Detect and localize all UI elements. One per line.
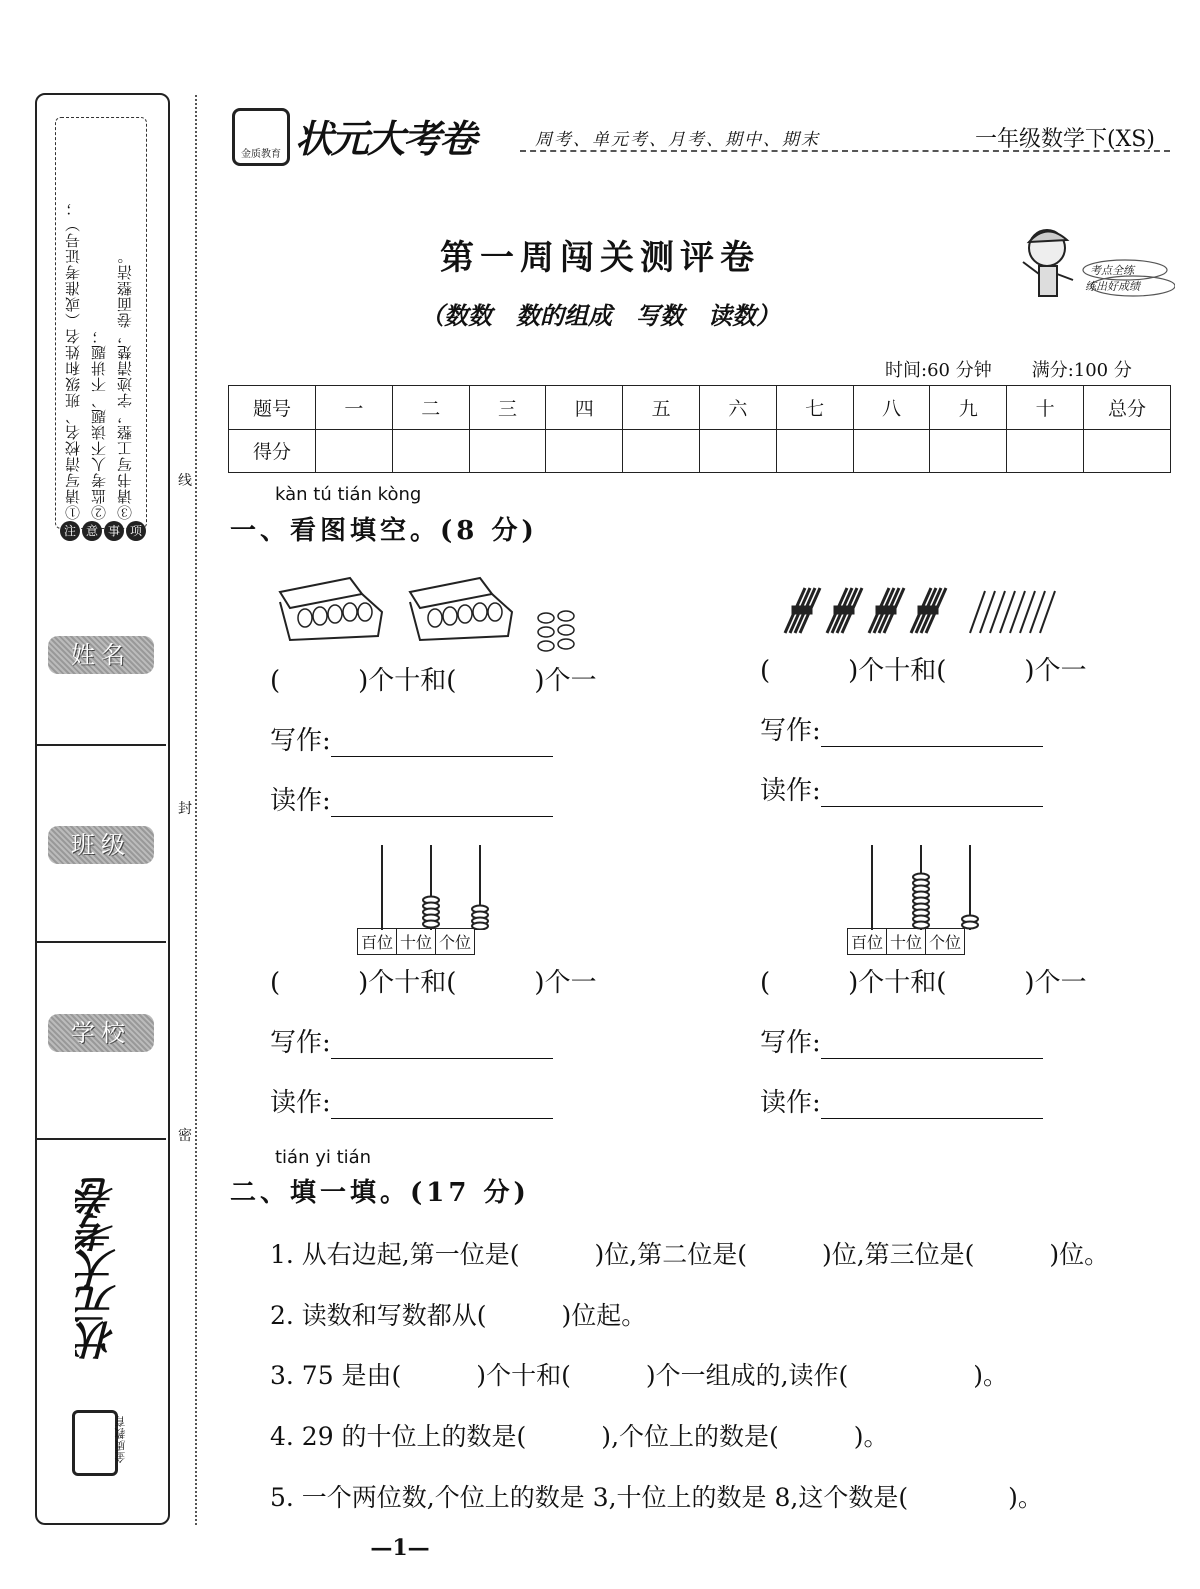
write-label: 写作: xyxy=(270,726,331,756)
write-answer-line[interactable] xyxy=(821,1032,1043,1059)
q1a-write xyxy=(270,720,553,757)
q2-item-1[interactable]: 1. 从右边起,第一位是( )位,第二位是( )位,第三位是( )位。 xyxy=(270,1240,1110,1269)
table-cell: 一 xyxy=(316,386,393,430)
tens-label: 十位 xyxy=(397,929,436,954)
q1c-blank[interactable]: ( )个十和( )个一 xyxy=(270,968,597,998)
read-label: 读作: xyxy=(760,776,821,806)
side-logo-small: 金质教育 xyxy=(114,1415,127,1463)
score-table xyxy=(228,385,1171,473)
table-cell: 总分 xyxy=(1084,386,1171,430)
score-input-cell[interactable] xyxy=(316,429,393,473)
score-input-cell[interactable] xyxy=(776,429,853,473)
ones-label: 个位 xyxy=(929,933,962,952)
notice-title-char: 意 xyxy=(82,521,102,541)
notice-1: ①请写清校名、班级和姓名（或准考证号）； xyxy=(64,200,82,520)
score-input-cell[interactable] xyxy=(930,429,1007,473)
score-input-cell[interactable] xyxy=(699,429,776,473)
side-divider xyxy=(35,744,166,746)
table-cell: 八 xyxy=(853,386,930,430)
q1b-blank[interactable]: ( )个十和( )个一 xyxy=(760,656,1087,686)
write-answer-line[interactable] xyxy=(331,730,553,757)
read-answer-line[interactable] xyxy=(331,790,553,817)
read-answer-line[interactable] xyxy=(821,1092,1043,1119)
mascot-text-1: 考点全练 xyxy=(1090,264,1134,277)
abacus-label-row xyxy=(847,928,965,955)
notice-title-char: 注 xyxy=(60,521,80,541)
score-input-cell[interactable] xyxy=(1007,429,1084,473)
score-input-cell[interactable] xyxy=(623,429,700,473)
section1-pinyin: kàn tú tián kòng xyxy=(275,484,422,505)
table-cell: 得分 xyxy=(229,429,316,473)
q1c-write xyxy=(270,1022,553,1059)
read-label: 读作: xyxy=(760,1088,821,1118)
write-label: 写作: xyxy=(760,1028,821,1058)
abacus-label-row xyxy=(357,928,475,955)
ones-label: 个位 xyxy=(439,933,472,952)
score-input-cell[interactable] xyxy=(1084,429,1171,473)
q1d-blank[interactable]: ( )个十和( )个一 xyxy=(760,968,1087,998)
table-row xyxy=(229,429,1171,473)
hundreds-label: 百位 xyxy=(848,929,887,954)
egg-cartons-icon xyxy=(270,572,590,657)
school-field-label: 学校 xyxy=(48,1014,154,1052)
q1d-write xyxy=(760,1022,1043,1059)
table-cell: 十 xyxy=(1007,386,1084,430)
table-cell: 五 xyxy=(623,386,700,430)
q1b-read xyxy=(760,770,1043,807)
table-cell: 三 xyxy=(469,386,546,430)
section2-pinyin: tián yi tián xyxy=(275,1147,372,1168)
brand-logo-small: 金质教育 xyxy=(241,149,281,160)
section1-title: 一、看图填空。(8 分) xyxy=(230,516,538,546)
grade-label: 一年级数学下(XS) xyxy=(975,127,1155,152)
section2-title: 二、填一填。(17 分) xyxy=(230,1178,530,1208)
table-cell: 九 xyxy=(930,386,1007,430)
q1a-read xyxy=(270,780,553,817)
cut-mark: 密 xyxy=(178,1128,192,1144)
read-label: 读作: xyxy=(270,786,331,816)
score-input-cell[interactable] xyxy=(392,429,469,473)
exam-meta xyxy=(885,356,1132,382)
table-cell: 二 xyxy=(392,386,469,430)
q2-item-2[interactable]: 2. 读数和写数都从( )位起。 xyxy=(270,1301,647,1330)
mascot-text-2: 练出好成绩 xyxy=(1085,280,1140,293)
write-label: 写作: xyxy=(270,1028,331,1058)
table-cell: 七 xyxy=(776,386,853,430)
name-field-label: 姓名 xyxy=(48,636,154,674)
side-divider xyxy=(35,1138,166,1140)
read-answer-line[interactable] xyxy=(821,780,1043,807)
abacus-icon xyxy=(356,845,506,930)
brand-logo-icon xyxy=(232,108,290,166)
sticks-bundle-icon xyxy=(775,583,1065,643)
side-logo-text: 状元大考卷 xyxy=(75,1180,122,1360)
read-label: 读作: xyxy=(270,1088,331,1118)
q2-item-4[interactable]: 4. 29 的十位上的数是( ),个位上的数是( )。 xyxy=(270,1422,889,1451)
q1c-read xyxy=(270,1082,553,1119)
q1b-write xyxy=(760,710,1043,747)
header-subtitle: 周考、单元考、月考、期中、期末 xyxy=(535,130,820,150)
notice-title-char: 事 xyxy=(104,521,124,541)
header-divider xyxy=(520,150,1170,152)
brand-name: 状元大考卷 xyxy=(295,116,476,161)
cut-mark: 线 xyxy=(178,473,192,489)
time-limit: 时间:60 分钟 xyxy=(885,360,992,381)
page-title: 第一周闯关测评卷 xyxy=(440,238,760,278)
q2-item-3[interactable]: 3. 75 是由( )个十和( )个一组成的,读作( )。 xyxy=(270,1361,1009,1390)
page-subtitle: （数数 数的组成 写数 读数） xyxy=(420,301,780,330)
tens-label: 十位 xyxy=(887,929,926,954)
q1d-read xyxy=(760,1082,1043,1119)
notice-2: ②监考人不读题、不讲题； xyxy=(90,328,108,520)
score-input-cell[interactable] xyxy=(469,429,546,473)
table-cell: 六 xyxy=(699,386,776,430)
table-cell: 四 xyxy=(546,386,623,430)
table-row xyxy=(229,386,1171,430)
abacus-icon xyxy=(846,845,996,930)
side-divider xyxy=(35,941,166,943)
score-input-cell[interactable] xyxy=(546,429,623,473)
write-answer-line[interactable] xyxy=(821,720,1043,747)
class-field-label: 班级 xyxy=(48,826,154,864)
full-score: 满分:100 分 xyxy=(1031,360,1132,381)
notice-title-char: 项 xyxy=(126,521,146,541)
write-label: 写作: xyxy=(760,716,821,746)
table-cell: 题号 xyxy=(229,386,316,430)
write-answer-line[interactable] xyxy=(331,1032,553,1059)
q1a-blank[interactable]: ( )个十和( )个一 xyxy=(270,666,597,696)
read-answer-line[interactable] xyxy=(331,1092,553,1119)
score-input-cell[interactable] xyxy=(853,429,930,473)
q2-item-5[interactable]: 5. 一个两位数,个位上的数是 3,十位上的数是 8,这个数是( )。 xyxy=(270,1483,1043,1512)
notice-title xyxy=(60,520,148,541)
page-number: —1— xyxy=(370,1535,430,1561)
cut-mark: 封 xyxy=(178,801,192,817)
hundreds-label: 百位 xyxy=(358,929,397,954)
notice-3: ③请书写工整，字迹清楚，卷面整洁。 xyxy=(116,248,134,520)
